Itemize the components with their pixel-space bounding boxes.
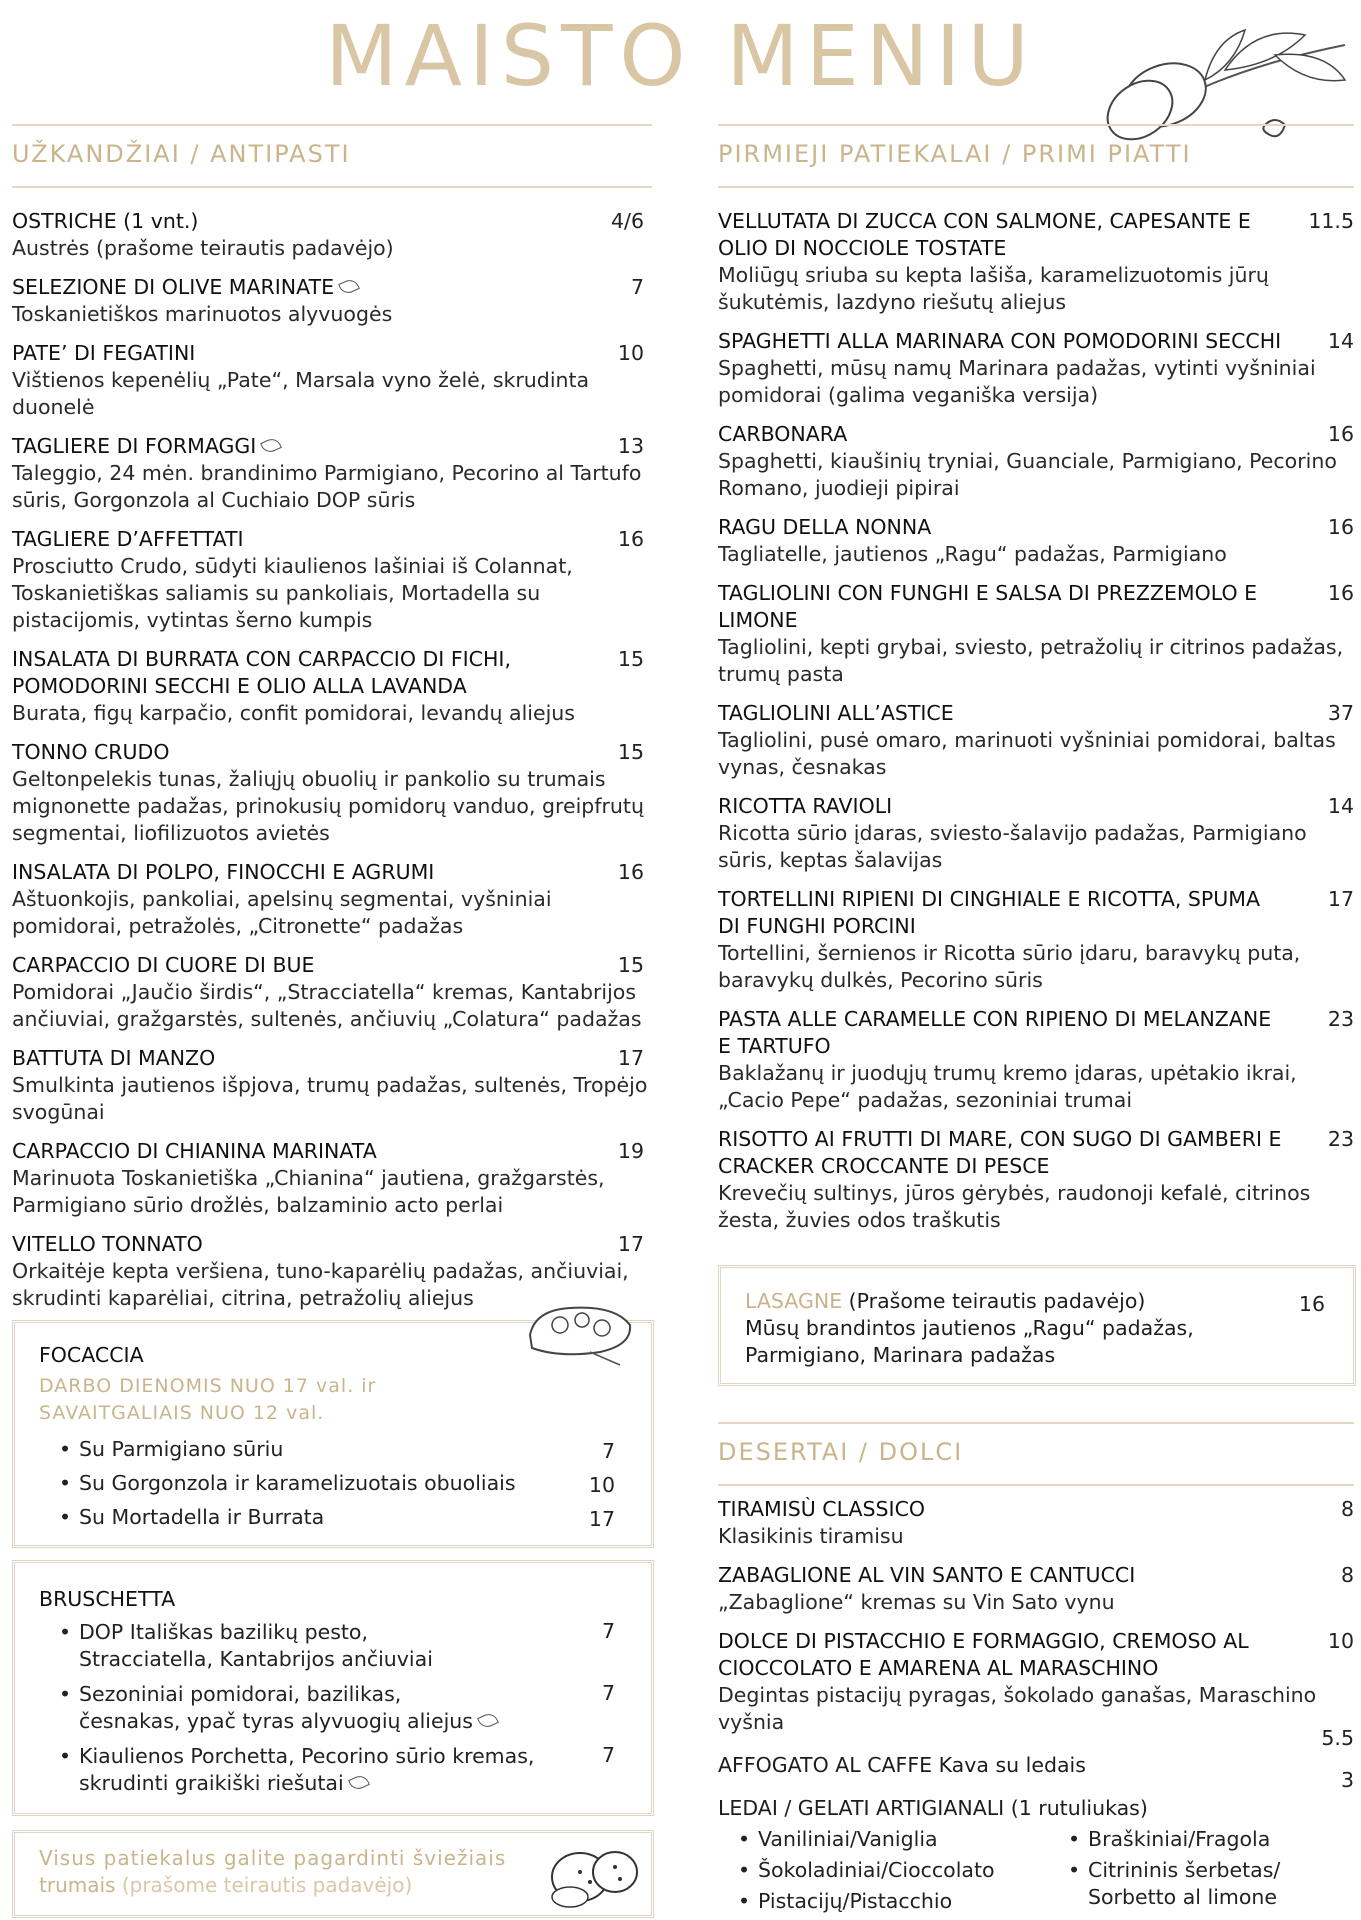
menu-item-note: (1 vnt.) [116, 209, 199, 233]
menu-item-name: VELLUTATA DI ZUCCA CON SALMONE, CAPESANTE E OLIO DI NOCCIOLE TOSTATE [718, 209, 1251, 260]
menu-item-name: CARBONARA [718, 422, 848, 446]
truffle-illustration [540, 1832, 650, 1912]
menu-item-price: 19 [617, 1139, 644, 1163]
menu-item-name: CARPACCIO DI CUORE DI BUE [12, 953, 315, 977]
menu-item [718, 1496, 1354, 1550]
menu-item-price: 15 [617, 953, 644, 977]
menu-item [718, 1126, 1354, 1234]
nut-icon [260, 436, 282, 455]
menu-item [12, 646, 652, 727]
menu-item-price: 11.5 [1308, 209, 1354, 233]
menu-item-name: PATE’ DI FEGATINI [12, 341, 196, 365]
menu-item [718, 580, 1354, 688]
menu-item [718, 421, 1354, 502]
focaccia-option: • Su Gorgonzola ir karamelizuotais obuoliais [79, 1470, 516, 1497]
menu-item-description: Spaghetti, kiaušinių tryniai, Guanciale, Parmigiano, Pecorino Romano, juodieji pipirai [718, 449, 1337, 500]
menu-item-price: 16 [1327, 422, 1354, 446]
gelati-price: 3 [1340, 1768, 1354, 1792]
menu-item [12, 1045, 652, 1126]
menu-item-price: 15 [617, 647, 644, 671]
menu-item-price: 14 [1327, 794, 1354, 818]
menu-item-description: Smulkinta jautienos išpjova, trumų padažas, sultenės, Tropėjo svogūnai [12, 1073, 648, 1124]
focaccia-option-price: 10 [588, 1473, 615, 1497]
menu-item-price: 17 [617, 1046, 644, 1070]
primi-heading: PIRMIEJI PATIEKALAI / PRIMI PIATTI [718, 124, 1354, 188]
menu-item-description: Aštuonkojis, pankoliai, apelsinų segmentai, vyšniniai pomidorai, petražolės, „Citronette“ padažas [12, 887, 552, 938]
menu-item-name: CARPACCIO DI CHIANINA MARINATA [12, 1139, 377, 1163]
menu-item-description: Orkaitėje kepta veršiena, tuno-kaparėlių padažas, ančiuviai, skrudinti kaparėliai, citrina, petražolių aliejus [12, 1259, 629, 1310]
antipasti-list [12, 208, 652, 1324]
menu-item-description: Spaghetti, mūsų namų Marinara padažas, vytinti vyšniniai pomidorai (galima veganiška versija) [718, 356, 1316, 407]
menu-item-price: 8 [1340, 1497, 1354, 1521]
menu-item-description: Marinuota Toskanietiška „Chianina“ jautiena, gražgarstės, Parmigiano sūrio drožlės, balzaminio acto perlai [12, 1166, 605, 1217]
menu-item [12, 1138, 652, 1219]
truffle-note-line2: trumais (prašome teirautis padavėjo) [39, 1873, 413, 1897]
menu-item [718, 208, 1354, 316]
menu-item-price: 23 [1327, 1007, 1354, 1031]
menu-item-description: Austrės (prašome teirautis padavėjo) [12, 236, 394, 260]
menu-item-name: TAGLIOLINI CON FUNGHI E SALSA DI PREZZEMOLO E LIMONE [718, 581, 1258, 632]
menu-item-name: TAGLIOLINI ALL’ASTICE [718, 701, 954, 725]
menu-item-description: Tagliatelle, jautienos „Ragu“ padažas, Parmigiano [718, 542, 1227, 566]
menu-item-description: Geltonpelekis tunas, žaliųjų obuolių ir pankolio su trumais mignonette padažas, prinokusių pomidorų vanduo, greipfrutų segmentai, liofilizuotos avietės [12, 767, 644, 845]
page-title: MAISTO MENIU [325, 7, 1036, 105]
menu-item-name: SELEZIONE DI OLIVE MARINATE [12, 275, 335, 299]
gelati-flavor: • Vaniliniai/Vaniglia [758, 1826, 938, 1853]
menu-item-price: 16 [1327, 515, 1354, 539]
menu-item [12, 208, 652, 262]
menu-item [718, 793, 1354, 874]
menu-item-description: Prosciutto Crudo, sūdyti kiaulienos lašiniai iš Colannat, Toskanietiškas saliamis su pankoliais, Mortadella su pistacijomis, vytintas šerno kumpis [12, 554, 573, 632]
lasagne-box [718, 1265, 1356, 1386]
menu-item [718, 328, 1354, 409]
menu-item-price: 15 [617, 740, 644, 764]
gelati-flavor-continued: Sorbetto al limone [1088, 1885, 1278, 1909]
menu-item-price: 23 [1327, 1127, 1354, 1151]
antipasti-heading: UŽKANDŽIAI / ANTIPASTI [12, 124, 652, 188]
gelati-title: LEDAI / GELATI ARTIGIANALI (1 rutuliukas) [718, 1796, 1148, 1820]
focaccia-option: • Su Mortadella ir Burrata [79, 1504, 324, 1531]
lasagne-price: 16 [1298, 1292, 1325, 1316]
bruschetta-box [12, 1560, 654, 1816]
menu-item-description: Moliūgų sriuba su kepta lašiša, karamelizuotomis jūrų šukutėmis, lazdyno riešutų aliejus [718, 263, 1269, 314]
gelati-flavor: • Pistacijų/Pistacchio [758, 1888, 952, 1915]
menu-item-description: Tagliolini, pusė omaro, marinuoti vyšniniai pomidorai, baltas vynas, česnakas [718, 728, 1336, 779]
menu-item [718, 1628, 1354, 1736]
menu-item-description: Krevečių sultinys, jūros gėrybės, raudonoji kefalė, citrinos žesta, žuvies odos traškutis [718, 1181, 1311, 1232]
menu-item-description: Pomidorai „Jaučio širdis“, „Stracciatella“ kremas, Kantabrijos ančiuviai, gražgarstės, sultenės, ančiuvių „Colatura“ padažas [12, 980, 642, 1031]
truffle-note-line1: Visus patiekalus galite pagardinti šviežiais [39, 1846, 507, 1870]
affogato-item: AFFOGATO AL CAFFE Kava su ledais [718, 1753, 1086, 1777]
lasagne-title: LASAGNE (Prašome teirautis padavėjo) [745, 1289, 1146, 1313]
menu-item-description: Baklažanų ir juodųjų trumų kremo įdaras, upėtakio ikrai, „Cacio Pepe“ padažas, sezoniniai trumai [718, 1061, 1297, 1112]
bruschetta-option: • Kiaulienos Porchetta, Pecorino sūrio kremas, skrudinti graikiški riešutai [79, 1743, 534, 1797]
menu-item-name: TIRAMISÙ CLASSICO [718, 1497, 926, 1521]
focaccia-option: • Su Parmigiano sūriu [79, 1436, 283, 1463]
nut-icon [348, 1773, 370, 1792]
menu-item-price: 16 [617, 860, 644, 884]
menu-item-name: VITELLO TONNATO [12, 1232, 203, 1256]
lasagne-description: Mūsų brandintos jautienos „Ragu“ padažas, Parmigiano, Marinara padažas [745, 1316, 1194, 1367]
menu-item-description: Degintas pistacijų pyragas, šokolado ganašas, Maraschino vyšnia [718, 1683, 1317, 1734]
menu-item-description: Klasikinis tiramisu [718, 1524, 904, 1548]
leaf-icon [338, 277, 360, 296]
menu-item-description: Ricotta sūrio įdaras, sviesto-šalavijo padažas, Parmigiano sūris, keptas šalavijas [718, 821, 1307, 872]
menu-item-description: Burata, figų karpačio, confit pomidorai, levandų aliejus [12, 701, 575, 725]
menu-item-description: Toskanietiškos marinuotos alyvuogės [12, 302, 393, 326]
menu-item-name: SPAGHETTI ALLA MARINARA CON POMODORINI SECCHI [718, 329, 1282, 353]
bruschetta-option-price: 7 [601, 1743, 615, 1767]
menu-item [718, 514, 1354, 568]
focaccia-title: FOCACCIA [39, 1343, 144, 1367]
dolci-list [718, 1496, 1354, 1748]
menu-item [12, 526, 652, 634]
menu-item [12, 859, 652, 940]
menu-item-price: 37 [1327, 701, 1354, 725]
menu-item [12, 952, 652, 1033]
menu-item-price: 16 [1327, 581, 1354, 605]
menu-item-price: 16 [617, 527, 644, 551]
gelati-flavor: • Braškiniai/Fragola [1088, 1826, 1270, 1853]
menu-item [12, 340, 652, 421]
menu-item-description: Tagliolini, kepti grybai, sviesto, petražolių ir citrinos padažas, trumų pasta [718, 635, 1344, 686]
menu-item-description: Tortellini, šernienos ir Ricotta sūrio įdaru, baravykų puta, baravykų dulkės, Pecorino sūris [718, 941, 1301, 992]
menu-item-name: TAGLIERE DI FORMAGGI [12, 434, 257, 458]
menu-item-name: INSALATA DI BURRATA CON CARPACCIO DI FICHI, POMODORINI SECCHI E OLIO ALLA LAVANDA [12, 647, 511, 698]
menu-item-description: „Zabaglione“ kremas su Vin Sato vynu [718, 1590, 1115, 1614]
menu-item-name: RAGU DELLA NONNA [718, 515, 932, 539]
focaccia-hours-weekdays: DARBO DIENOMIS NUO 17 val. ir [39, 1375, 377, 1397]
menu-item-name: TORTELLINI RIPIENI DI CINGHIALE E RICOTTA, SPUMA DI FUNGHI PORCINI [718, 887, 1260, 938]
bruschetta-option: • Sezoniniai pomidorai, bazilikas, česnakas, ypač tyras alyvuogių aliejus [79, 1681, 497, 1735]
bruschetta-illustration [520, 1290, 640, 1370]
menu-item-name: OSTRICHE [12, 209, 117, 233]
menu-item-name: RICOTTA RAVIOLI [718, 794, 893, 818]
focaccia-hours-weekend: SAVAITGALIAIS NUO 12 val. [39, 1402, 325, 1424]
menu-item-price: 14 [1327, 329, 1354, 353]
menu-item-name: TONNO CRUDO [12, 740, 170, 764]
menu-item-name: INSALATA DI POLPO, FINOCCHI E AGRUMI [12, 860, 435, 884]
menu-item-name: ZABAGLIONE AL VIN SANTO E CANTUCCI [718, 1563, 1136, 1587]
bruschetta-title: BRUSCHETTA [39, 1587, 176, 1611]
menu-item-name: TAGLIERE D’AFFETTATI [12, 527, 244, 551]
menu-item-name: RISOTTO AI FRUTTI DI MARE, CON SUGO DI GAMBERI E CRACKER CROCCANTE DI PESCE [718, 1127, 1282, 1178]
menu-item-price: 8 [1340, 1563, 1354, 1587]
menu-item [718, 1006, 1354, 1114]
dolci-heading: DESERTAI / DOLCI [718, 1422, 1354, 1486]
focaccia-option-price: 7 [601, 1439, 615, 1463]
menu-item-price: 10 [1327, 1629, 1354, 1653]
gelati-flavor: • Šokoladiniai/Cioccolato [758, 1857, 995, 1884]
menu-item [718, 886, 1354, 994]
menu-item-description: Vištienos kepenėlių „Pate“, Marsala vyno želė, skrudinta duonelė [12, 368, 590, 419]
primi-list [718, 208, 1354, 1246]
menu-item [12, 274, 652, 328]
menu-item-name: DOLCE DI PISTACCHIO E FORMAGGIO, CREMOSO AL CIOCCOLATO E AMARENA AL MARASCHINO [718, 1629, 1249, 1680]
menu-item-price: 10 [617, 341, 644, 365]
menu-item-price: 4/6 [611, 209, 644, 233]
menu-item [12, 739, 652, 847]
menu-item [12, 433, 652, 514]
menu-item-price: 7 [630, 275, 644, 299]
menu-item [718, 700, 1354, 781]
bruschetta-option-price: 7 [601, 1619, 615, 1643]
bruschetta-option: • DOP Itališkas bazilikų pesto, Stracciatella, Kantabrijos ančiuviai [79, 1619, 433, 1673]
affogato-price: 5.5 [1321, 1726, 1354, 1750]
bruschetta-option-price: 7 [601, 1681, 615, 1705]
menu-item-price: 17 [617, 1232, 644, 1256]
menu-item [718, 1562, 1354, 1616]
focaccia-option-price: 17 [588, 1507, 615, 1531]
menu-item-price: 13 [617, 434, 644, 458]
gelati-flavor: • Citrininis šerbetas/ [1088, 1857, 1280, 1884]
leaf-icon [477, 1711, 499, 1730]
menu-item-description: Taleggio, 24 mėn. brandinimo Parmigiano, Pecorino al Tartufo sūris, Gorgonzola al Cuchiaio DOP sūris [12, 461, 642, 512]
menu-item-price: 17 [1327, 887, 1354, 911]
menu-item-name: BATTUTA DI MANZO [12, 1046, 216, 1070]
menu-item-name: PASTA ALLE CARAMELLE CON RIPIENO DI MELANZANE E TARTUFO [718, 1007, 1272, 1058]
